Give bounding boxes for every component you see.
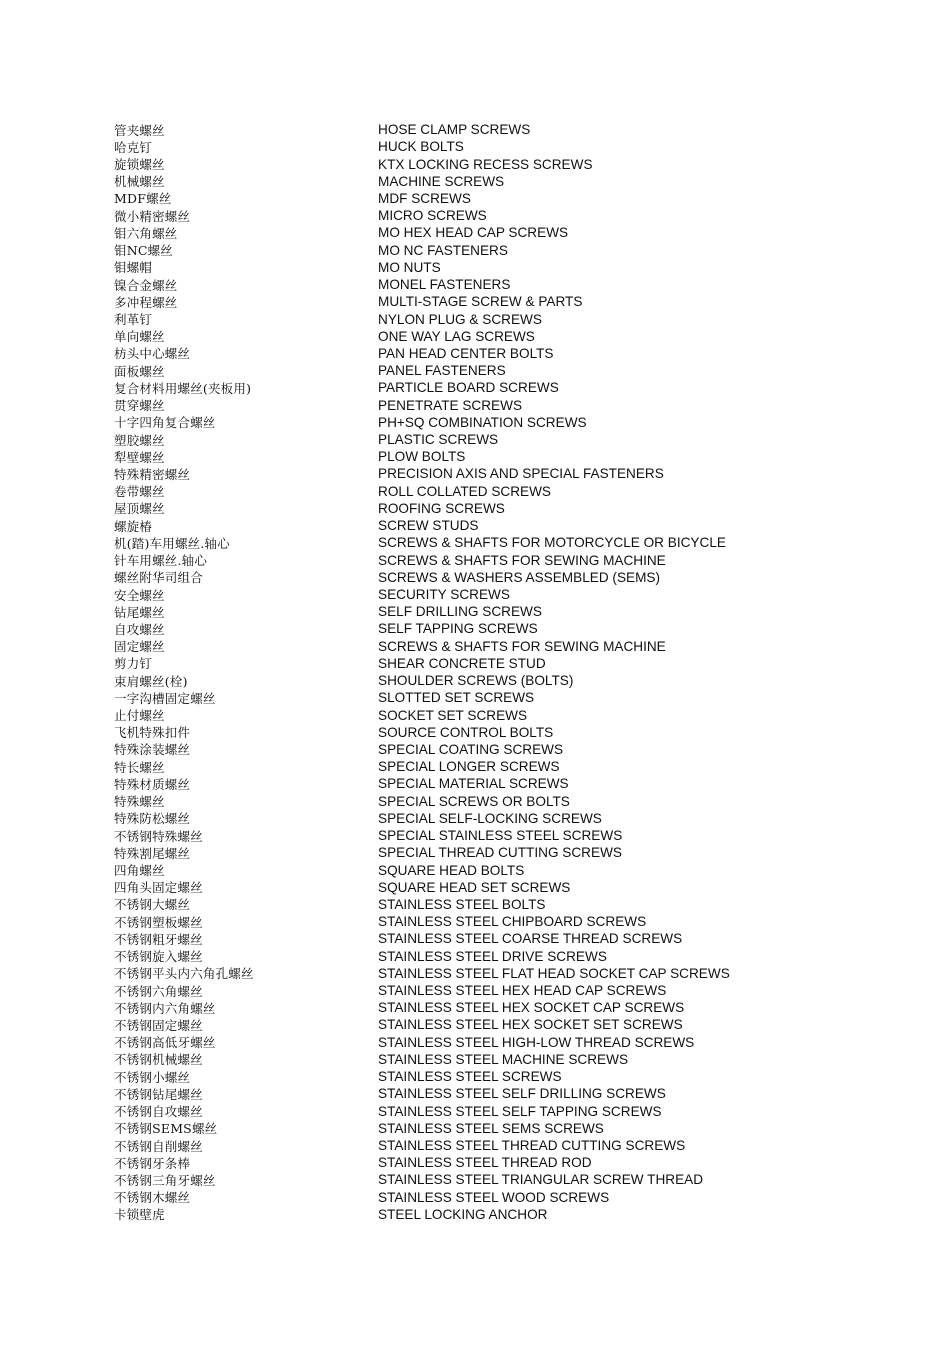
glossary-row — [114, 620, 894, 637]
term-english: SOCKET SET SCREWS — [378, 707, 528, 723]
term-english: STAINLESS STEEL SCREWS — [378, 1069, 562, 1085]
term-chinese: 利革钉 — [114, 312, 153, 328]
term-chinese: 塑胶螺丝 — [114, 432, 165, 448]
term-english: SCREWS & SHAFTS FOR MOTORCYCLE OR BICYCLE — [378, 535, 726, 551]
term-english: MACHINE SCREWS — [378, 173, 505, 189]
term-english: PANEL FASTENERS — [378, 363, 506, 379]
glossary-row — [114, 569, 894, 586]
glossary-row — [114, 207, 894, 224]
term-chinese: 特殊涂装螺丝 — [114, 742, 191, 758]
glossary-row — [114, 500, 894, 517]
term-english: SPECIAL COATING SCREWS — [378, 741, 564, 757]
glossary-row — [114, 551, 894, 568]
term-chinese: 不锈钢塑板螺丝 — [114, 914, 203, 930]
glossary-row — [114, 982, 894, 999]
term-chinese: 特殊精密螺丝 — [114, 466, 191, 482]
glossary-row — [114, 1189, 894, 1206]
term-english: SPECIAL SELF-LOCKING SCREWS — [378, 810, 602, 826]
term-chinese: 特殊割尾螺丝 — [114, 845, 191, 861]
term-chinese: 钼六角螺丝 — [114, 225, 178, 241]
term-chinese: 一字沟槽固定螺丝 — [114, 690, 216, 706]
term-chinese: 不锈钢自削螺丝 — [114, 1138, 203, 1154]
glossary-row — [114, 155, 894, 172]
term-english: PH+SQ COMBINATION SCREWS — [378, 414, 587, 430]
term-english: ROLL COLLATED SCREWS — [378, 483, 551, 499]
term-english: ONE WAY LAG SCREWS — [378, 328, 535, 344]
glossary-row — [114, 534, 894, 551]
glossary-row — [114, 1016, 894, 1033]
term-chinese: 不锈钢牙条棒 — [114, 1155, 191, 1171]
term-english: PLOW BOLTS — [378, 449, 466, 465]
term-chinese: 不锈钢六角螺丝 — [114, 983, 203, 999]
term-chinese: 屋顶螺丝 — [114, 501, 165, 517]
term-chinese: 止付螺丝 — [114, 708, 165, 724]
term-english: MDF SCREWS — [378, 190, 471, 206]
term-english: SLOTTED SET SCREWS — [378, 690, 535, 706]
term-chinese: 犁壁螺丝 — [114, 449, 165, 465]
term-chinese: 卷带螺丝 — [114, 484, 165, 500]
term-chinese: 特殊材质螺丝 — [114, 776, 191, 792]
term-english: KTX LOCKING RECESS SCREWS — [378, 156, 593, 172]
term-chinese: 不锈钢旋入螺丝 — [114, 949, 203, 965]
glossary-row — [114, 913, 894, 930]
term-english: ROOFING SCREWS — [378, 500, 505, 516]
term-chinese: 特殊防松螺丝 — [114, 811, 191, 827]
term-chinese: 多冲程螺丝 — [114, 294, 178, 310]
term-chinese: 螺丝附华司组合 — [114, 570, 203, 586]
term-chinese: 十字四角复合螺丝 — [114, 415, 216, 431]
term-english: STEEL LOCKING ANCHOR — [378, 1206, 548, 1222]
term-english: STAINLESS STEEL HEX SOCKET CAP SCREWS — [378, 1000, 685, 1016]
term-english: STAINLESS STEEL BOLTS — [378, 896, 546, 912]
glossary-row — [114, 793, 894, 810]
glossary-row — [114, 741, 894, 758]
term-chinese: 不锈钢木螺丝 — [114, 1190, 191, 1206]
glossary-row — [114, 948, 894, 965]
term-chinese: 管夹螺丝 — [114, 122, 165, 138]
term-chinese: 不锈钢小螺丝 — [114, 1069, 191, 1085]
glossary-row — [114, 259, 894, 276]
term-english: SPECIAL STAINLESS STEEL SCREWS — [378, 828, 623, 844]
term-english: PRECISION AXIS AND SPECIAL FASTENERS — [378, 466, 664, 482]
term-english: SPECIAL SCREWS OR BOLTS — [378, 793, 570, 809]
glossary-row — [114, 517, 894, 534]
glossary-row — [114, 1171, 894, 1188]
glossary-row — [114, 1120, 894, 1137]
term-english: STAINLESS STEEL THREAD ROD — [378, 1155, 592, 1171]
glossary-row — [114, 879, 894, 896]
glossary-row — [114, 190, 894, 207]
term-chinese: 贯穿螺丝 — [114, 398, 165, 414]
term-chinese: 复合材料用螺丝(夹板用) — [114, 380, 252, 396]
glossary-row — [114, 345, 894, 362]
term-chinese: 枋头中心螺丝 — [114, 346, 191, 362]
term-english: HUCK BOLTS — [378, 139, 464, 155]
term-english: HOSE CLAMP SCREWS — [378, 122, 531, 138]
term-chinese: 剪力钉 — [114, 656, 153, 672]
term-english: STAINLESS STEEL FLAT HEAD SOCKET CAP SCREWS — [378, 965, 730, 981]
term-chinese: 不锈钢粗牙螺丝 — [114, 931, 203, 947]
term-english: STAINLESS STEEL SELF TAPPING SCREWS — [378, 1103, 662, 1119]
glossary-row — [114, 999, 894, 1016]
term-english: MONEL FASTENERS — [378, 277, 511, 293]
glossary-row — [114, 810, 894, 827]
term-chinese: 旋锁螺丝 — [114, 157, 165, 173]
term-chinese: 不锈钢内六角螺丝 — [114, 1000, 216, 1016]
glossary-row — [114, 896, 894, 913]
glossary-row — [114, 414, 894, 431]
term-english: STAINLESS STEEL HEX HEAD CAP SCREWS — [378, 983, 667, 999]
term-english: STAINLESS STEEL MACHINE SCREWS — [378, 1051, 629, 1067]
term-chinese: 卡锁壁虎 — [114, 1207, 165, 1223]
term-english: PARTICLE BOARD SCREWS — [378, 380, 559, 396]
term-chinese: 钼螺帽 — [114, 260, 153, 276]
term-chinese: 哈克钉 — [114, 139, 153, 155]
glossary-row — [114, 448, 894, 465]
glossary-row — [114, 379, 894, 396]
glossary-row — [114, 706, 894, 723]
term-chinese: 特殊螺丝 — [114, 794, 165, 810]
term-chinese: 螺旋椿 — [114, 518, 153, 534]
term-english: STAINLESS STEEL COARSE THREAD SCREWS — [378, 931, 683, 947]
term-english: SOURCE CONTROL BOLTS — [378, 724, 554, 740]
term-chinese: 飞机特殊扣件 — [114, 725, 191, 741]
term-english: MO HEX HEAD CAP SCREWS — [378, 225, 569, 241]
term-chinese: 安全螺丝 — [114, 587, 165, 603]
term-english: SCREWS & SHAFTS FOR SEWING MACHINE — [378, 638, 666, 654]
term-chinese: 钻尾螺丝 — [114, 604, 165, 620]
glossary-row — [114, 844, 894, 861]
glossary-row — [114, 397, 894, 414]
term-english: SPECIAL THREAD CUTTING SCREWS — [378, 845, 622, 861]
glossary-row — [114, 930, 894, 947]
glossary-row — [114, 1137, 894, 1154]
term-chinese: 钼NC螺丝 — [114, 243, 174, 259]
glossary-row — [114, 328, 894, 345]
term-chinese: 针车用螺丝.轴心 — [114, 553, 208, 569]
term-english: MULTI-STAGE SCREW & PARTS — [378, 294, 583, 310]
term-chinese: 不锈钢平头内六角孔螺丝 — [114, 966, 254, 982]
term-english: MICRO SCREWS — [378, 208, 487, 224]
term-chinese: 四角头固定螺丝 — [114, 880, 203, 896]
glossary-row — [114, 1085, 894, 1102]
term-english: STAINLESS STEEL HIGH-LOW THREAD SCREWS — [378, 1034, 695, 1050]
term-english: SQUARE HEAD BOLTS — [378, 862, 525, 878]
term-chinese: 不锈钢机械螺丝 — [114, 1052, 203, 1068]
term-english: SPECIAL MATERIAL SCREWS — [378, 776, 569, 792]
glossary-row — [114, 1102, 894, 1119]
glossary-row — [114, 1154, 894, 1171]
term-english: SCREWS & WASHERS ASSEMBLED (SEMS) — [378, 569, 660, 585]
term-chinese: 镍合金螺丝 — [114, 277, 178, 293]
term-english: SELF DRILLING SCREWS — [378, 604, 542, 620]
term-chinese: 四角螺丝 — [114, 863, 165, 879]
term-english: SECURITY SCREWS — [378, 587, 510, 603]
term-english: MO NC FASTENERS — [378, 242, 508, 258]
term-chinese: 固定螺丝 — [114, 639, 165, 655]
glossary-row — [114, 310, 894, 327]
term-english: STAINLESS STEEL SEMS SCREWS — [378, 1120, 604, 1136]
glossary-row — [114, 965, 894, 982]
glossary-row — [114, 224, 894, 241]
term-chinese: 不锈钢特殊螺丝 — [114, 828, 203, 844]
glossary-row — [114, 242, 894, 259]
glossary-row — [114, 689, 894, 706]
glossary-row — [114, 1206, 894, 1223]
term-chinese: 不锈钢高低牙螺丝 — [114, 1035, 216, 1051]
term-chinese: 不锈钢三角牙螺丝 — [114, 1172, 216, 1188]
term-english: STAINLESS STEEL WOOD SCREWS — [378, 1189, 610, 1205]
term-english: PLASTIC SCREWS — [378, 432, 499, 448]
term-english: MO NUTS — [378, 259, 441, 275]
fastener-glossary — [114, 121, 894, 1223]
term-chinese: 不锈钢大螺丝 — [114, 897, 191, 913]
glossary-row — [114, 483, 894, 500]
term-chinese: 自攻螺丝 — [114, 621, 165, 637]
glossary-row — [114, 758, 894, 775]
term-chinese: 机械螺丝 — [114, 174, 165, 190]
term-english: PENETRATE SCREWS — [378, 397, 523, 413]
term-english: STAINLESS STEEL SELF DRILLING SCREWS — [378, 1086, 666, 1102]
term-english: STAINLESS STEEL TRIANGULAR SCREW THREAD — [378, 1172, 704, 1188]
glossary-row — [114, 138, 894, 155]
glossary-row — [114, 173, 894, 190]
term-chinese: 不锈钢自攻螺丝 — [114, 1104, 203, 1120]
term-english: SPECIAL LONGER SCREWS — [378, 759, 560, 775]
term-chinese: 面板螺丝 — [114, 363, 165, 379]
term-chinese: 机(踏)车用螺丝.轴心 — [114, 535, 230, 551]
term-english: PAN HEAD CENTER BOLTS — [378, 345, 554, 361]
glossary-row — [114, 465, 894, 482]
glossary-row — [114, 586, 894, 603]
term-english: STAINLESS STEEL THREAD CUTTING SCREWS — [378, 1138, 686, 1154]
term-english: STAINLESS STEEL DRIVE SCREWS — [378, 948, 607, 964]
glossary-row — [114, 638, 894, 655]
term-chinese: 特长螺丝 — [114, 759, 165, 775]
glossary-row — [114, 827, 894, 844]
term-chinese: 束肩螺丝(栓) — [114, 673, 188, 689]
term-english: SQUARE HEAD SET SCREWS — [378, 879, 571, 895]
glossary-row — [114, 431, 894, 448]
term-chinese: MDF螺丝 — [114, 191, 172, 207]
glossary-row — [114, 276, 894, 293]
term-chinese: 不锈钢SEMS螺丝 — [114, 1121, 218, 1137]
term-english: SCREW STUDS — [378, 518, 479, 534]
term-english: SHEAR CONCRETE STUD — [378, 655, 546, 671]
term-english: SHOULDER SCREWS (BOLTS) — [378, 673, 574, 689]
term-chinese: 不锈钢钻尾螺丝 — [114, 1086, 203, 1102]
glossary-row — [114, 775, 894, 792]
glossary-row — [114, 362, 894, 379]
term-english: STAINLESS STEEL HEX SOCKET SET SCREWS — [378, 1017, 683, 1033]
glossary-row — [114, 121, 894, 138]
term-chinese: 单向螺丝 — [114, 329, 165, 345]
glossary-row — [114, 672, 894, 689]
glossary-row — [114, 1034, 894, 1051]
term-english: NYLON PLUG & SCREWS — [378, 311, 542, 327]
term-english: STAINLESS STEEL CHIPBOARD SCREWS — [378, 914, 647, 930]
term-chinese: 微小精密螺丝 — [114, 208, 191, 224]
term-chinese: 不锈钢固定螺丝 — [114, 1017, 203, 1033]
glossary-row — [114, 603, 894, 620]
glossary-row — [114, 1051, 894, 1068]
term-english: SCREWS & SHAFTS FOR SEWING MACHINE — [378, 552, 666, 568]
glossary-row — [114, 293, 894, 310]
glossary-row — [114, 1068, 894, 1085]
glossary-row — [114, 655, 894, 672]
term-english: SELF TAPPING SCREWS — [378, 621, 538, 637]
glossary-row — [114, 724, 894, 741]
glossary-row — [114, 861, 894, 878]
